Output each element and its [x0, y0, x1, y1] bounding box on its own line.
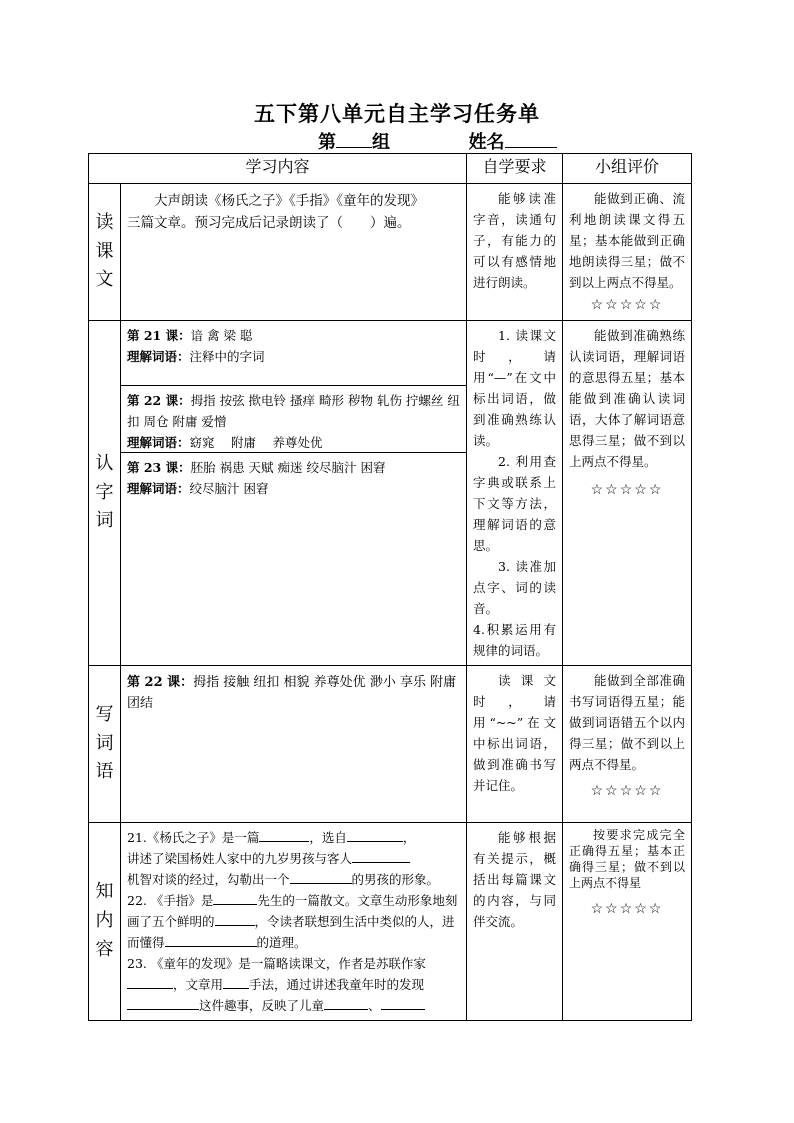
know-evaluation: 按要求完成完全正确得五星；基本正确得三星；做不到以上两点不得星 ☆☆☆☆☆: [563, 823, 692, 1021]
header-row: [89, 154, 692, 184]
header-requirement: 自学要求: [467, 154, 563, 184]
read-line-1: 大声朗读《杨氏之子》《手指》《童年的发现》: [154, 193, 424, 209]
read-content: [121, 184, 467, 321]
page-title: 五下第八单元自主学习任务单: [254, 101, 540, 126]
know-q21: 21.《杨氏之子》是一篇 ，选自 ， 讲述了梁国杨姓人家中的九岁男孩与客人 机智对谈的经过，勾勒出一个 的男孩的形象。: [127, 827, 460, 890]
row-write: [89, 666, 692, 823]
category-know: [89, 823, 121, 1021]
know-requirement: 能够根据有关提示，概括出每篇课文的内容，与同伴交流。: [467, 823, 563, 1021]
recognize-stars[interactable]: ☆☆☆☆☆: [590, 482, 664, 498]
group-suffix: 组: [372, 132, 390, 153]
row-read: [89, 184, 692, 321]
recognize-content: [121, 321, 467, 666]
group-prefix: 第: [318, 132, 336, 153]
row-recognize: [89, 321, 692, 666]
read-requirement: 能够读准字音，读通句子，有能力的可以有感情地进行朗读。: [467, 184, 563, 321]
know-content: [121, 823, 467, 1021]
category-recognize: [89, 321, 121, 666]
category-write: [89, 666, 121, 823]
category-recognize-text: 认 字 词: [95, 452, 114, 532]
category-write-text: 写 词 语: [95, 703, 114, 783]
write-stars[interactable]: ☆☆☆☆☆: [590, 783, 664, 799]
recognize-lesson-21: 第 21 课：谙 禽 梁 聪 理解词语：注释中的字词: [121, 321, 466, 386]
write-requirement: 读课文时，请用“~~”在文中标出词语，做到准确书写并记住。: [467, 666, 563, 823]
write-content: 第 22 课：拇指 接触 纽扣 相貌 养尊处优 渺小 享乐 附庸 团结: [121, 666, 467, 823]
recognize-lesson-22: 第 22 课：拇指 按弦 揿电铃 搔痒 畸形 秽物 轧伤 拧螺丝 纽扣 周仓 附庸 爱憎 理解词语：窈窕 附庸 养尊处优: [121, 386, 466, 453]
know-stars[interactable]: ☆☆☆☆☆: [590, 901, 664, 917]
know-q23: 23. 《童年的发现》是一篇略读课文，作者是苏联作家，文章用 手法，通过讲述我童年时的发现这件趣事，反映了儿童 、: [127, 956, 426, 1013]
task-table: [88, 153, 692, 1021]
read-line-2: 三篇文章。预习完成后记录朗读了（ ）遍。: [127, 215, 411, 231]
recognize-lesson-23: 第 23 课：胚胎 祸患 天赋 痴迷 绞尽脑汁 困窘 理解词语：绞尽脑汁 困窘: [127, 460, 386, 496]
recognize-requirement: 1. 读课文时，请用“—”在文中标出词语，做到准确熟练认读。 2. 利用查字典或联系上下文等方法，理解词语的意思。 3. 读准加点字、词的读音。 4.积累运用有规律的词语。: [467, 321, 563, 666]
category-know-text: 知 内 容: [95, 881, 114, 960]
header-evaluation: 小组评价: [563, 154, 692, 184]
category-read-text: 读 课 文: [95, 211, 114, 291]
name-blank[interactable]: [505, 131, 557, 148]
recognize-evaluation: 能做到准确熟练认读词语，理解词语的意思得五星；基本能做到准确认读词语，大体了解词语意思得三星；做不到以上两点不得星。 ☆☆☆☆☆: [563, 321, 692, 666]
read-evaluation: 能做到正确、流利地朗读课文得五星；基本能做到正确地朗读得三星；做不到以上两点不得星。 ☆☆☆☆☆: [563, 184, 692, 321]
know-q22: 22. 《手指》是 先生的一篇散文。文章生动形象地刻画了五个鲜明的 ，令读者联想到生活中类似的人，进而懂得 的道理。: [127, 890, 460, 953]
read-stars[interactable]: ☆☆☆☆☆: [590, 297, 664, 313]
group-name-line: [318, 128, 557, 154]
write-evaluation: 能做到全部准确书写词语得五星；能做到词语错五个以内得三星；做不到以上两点不得星。 ☆☆☆☆☆: [563, 666, 692, 823]
category-read: [89, 184, 121, 321]
name-label: 姓名: [468, 132, 505, 153]
row-know: [89, 823, 692, 1021]
header-content: 学习内容: [89, 154, 467, 184]
group-blank[interactable]: [336, 131, 372, 148]
